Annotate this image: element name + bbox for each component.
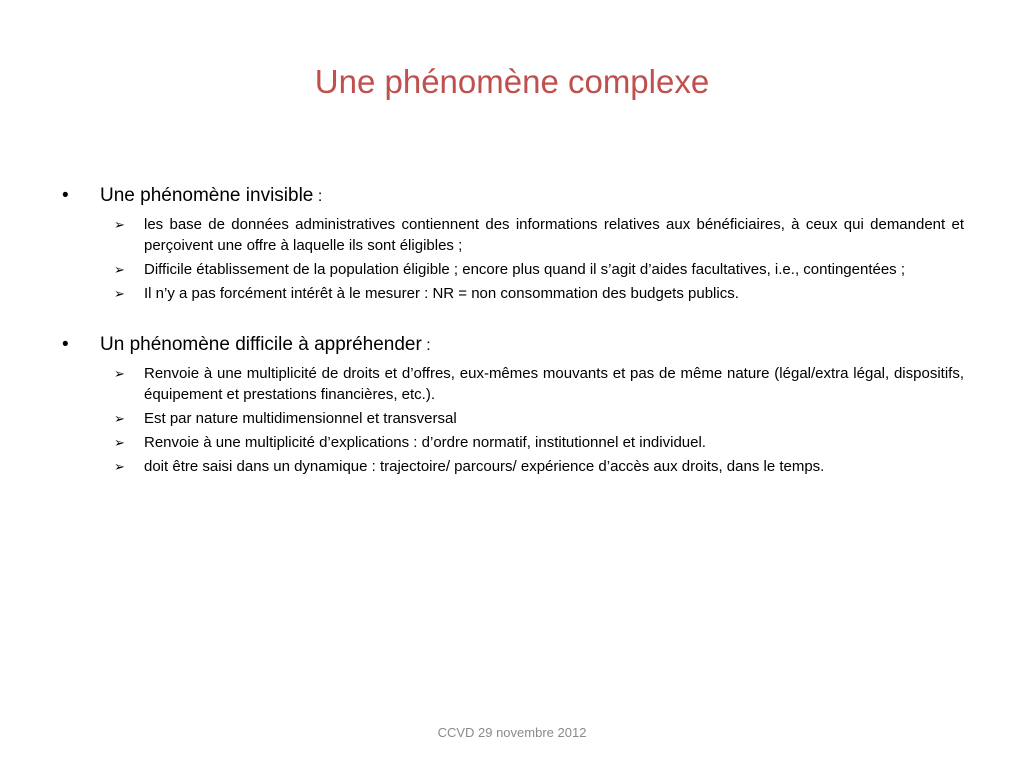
section-invisible	[60, 183, 964, 304]
sub-bullet-text: doit être saisi dans un dynamique : trajectoire/ parcours/ expérience d’accès aux droits, dans le temps.	[144, 458, 825, 475]
arrow-bullet-icon: ➢	[114, 262, 125, 277]
sub-bullet-text: Renvoie à une multiplicité de droits et d’offres, eux-mêmes mouvants et pas de même nature (légal/extra légal, dispositifs, équipement et prestations financières, etc.).	[144, 365, 964, 403]
bullet-heading	[60, 332, 964, 359]
arrow-bullet-icon: ➢	[114, 366, 125, 381]
bullet-heading-text	[100, 332, 431, 359]
arrow-bullet-icon: ➢	[114, 411, 125, 426]
slide-content	[60, 183, 964, 505]
slide-title: Une phénomène complexe	[314, 63, 710, 100]
section-difficile	[60, 332, 964, 477]
sub-bullet-text: Il n’y a pas forcément intérêt à le mesurer : NR = non consommation des budgets publics.	[144, 285, 739, 302]
bullet-heading-text	[100, 183, 322, 210]
sub-bullet-item	[114, 259, 964, 280]
heading-colon: :	[313, 188, 323, 205]
bullet-dot-icon: •	[62, 185, 69, 206]
bullet-heading	[60, 183, 964, 210]
arrow-bullet-icon: ➢	[114, 217, 125, 232]
heading-colon: :	[421, 337, 431, 354]
sub-bullet-item	[114, 214, 964, 256]
sub-bullet-item	[114, 283, 964, 304]
heading-label: Un phénomène difficile à appréhender	[100, 334, 422, 355]
sub-list	[60, 214, 964, 304]
sub-bullet-text: les base de données administratives contiennent des informations relatives aux bénéficiaires, à ceux qui demandent et perçoivent une offre à laquelle ils sont éligibles ;	[144, 216, 964, 254]
arrow-bullet-icon: ➢	[114, 286, 125, 301]
heading-label: Une phénomène invisible	[100, 185, 314, 206]
sub-bullet-text: Est par nature multidimensionnel et transversal	[144, 410, 457, 427]
sub-bullet-item	[114, 432, 964, 453]
sub-list	[60, 363, 964, 477]
sub-bullet-item	[114, 363, 964, 405]
arrow-bullet-icon: ➢	[114, 459, 125, 474]
sub-bullet-text: Difficile établissement de la population éligible ; encore plus quand il s’agit d’aides facultatives, i.e., contingentées ;	[144, 261, 906, 278]
sub-bullet-item	[114, 408, 964, 429]
bullet-dot-icon: •	[62, 334, 69, 355]
slide-footer: CCVD 29 novembre 2012	[437, 725, 587, 740]
sub-bullet-text: Renvoie à une multiplicité d’explications : d’ordre normatif, institutionnel et individuel.	[144, 434, 706, 451]
sub-bullet-item	[114, 456, 964, 477]
arrow-bullet-icon: ➢	[114, 435, 125, 450]
